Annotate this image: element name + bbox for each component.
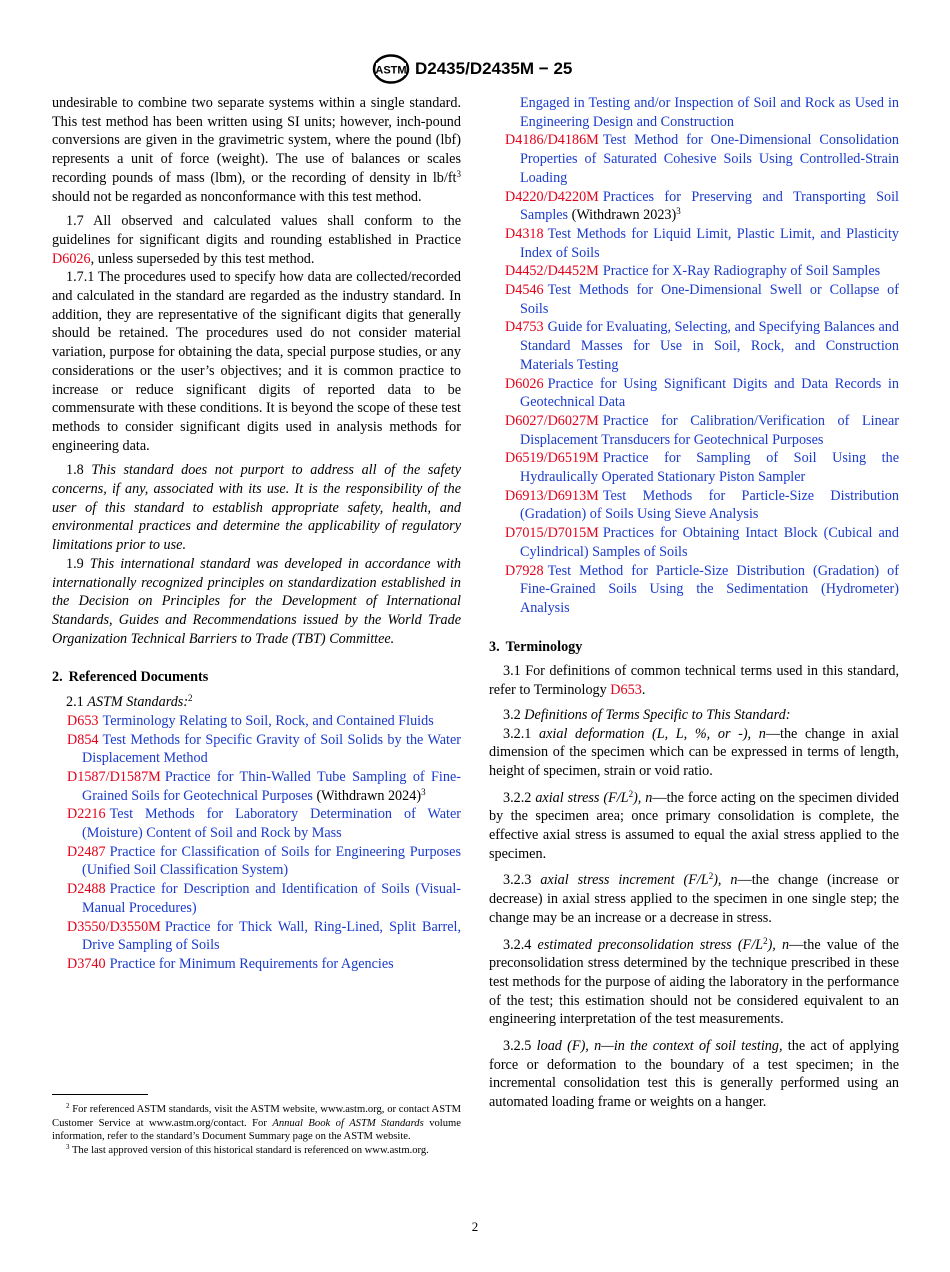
section-3-2-5: 3.2.5 load (F), n—in the context of soil testing, the act of applying force or deformation to the boundary of a test specimen; in the incremental consolidation test this is generally performed using an automated loading frame or weights on a hanger.	[489, 1038, 899, 1111]
reference-item[interactable]: D854 Test Methods for Specific Gravity of Soil Solids by the Water Displacement Method	[67, 731, 461, 767]
reference-item[interactable]: D4220/D4220M Practices for Preserving and Transporting Soil Samples (Withdrawn 2023)$^3$	[505, 188, 899, 224]
reference-item[interactable]: D2487 Practice for Classification of Soils for Engineering Purposes (Unified Soil Classification System)	[67, 843, 461, 879]
link-d6026[interactable]: D6026	[52, 250, 91, 267]
footnote-divider	[52, 1094, 148, 1095]
reference-item[interactable]: D2216 Test Methods for Laboratory Determination of Water (Moisture) Content of Soil and Rock by Mass	[67, 806, 461, 842]
reference-item[interactable]: D6026 Practice for Using Significant Digits and Data Records in Geotechnical Data	[505, 375, 899, 411]
section-1-7-1: 1.7.1 The procedures used to specify how data are collected/recorded and calculated in the standard are regarded as the industry standard. In addition, they are representative of the significant digits that generally should be retained. The procedures used do not consider material variation, purpose for obtaining the data, special purpose studies, or any considerations or the user’s objectives; and it is common practice to increase or reduce significant digits of reported data to be commensurate with these conditions. It is beyond the scope of these test methods to consider significant digits used in analysis methods for engineering data.	[52, 269, 461, 454]
right-column	[489, 94, 899, 1112]
footnote-2: $^2$ For referenced ASTM standards, visit the ASTM website, www.astm.org, or contact ASTM Customer Service at www.astm.org/contact. For Annual Book of ASTM Standards volume information, refer to the standard’s Document Summary page on the ASTM website.	[52, 1102, 461, 1143]
reference-item[interactable]: D1587/D1587M Practice for Thin-Walled Tube Sampling of Fine-Grained Soils for Geotechnical Purposes (Withdrawn 2024)$^3$	[67, 768, 461, 804]
astm-logo-icon	[372, 54, 410, 84]
section-3-2-1: 3.2.1 axial deformation (L, L, %, or -), n—the change in axial dimension of the specimen which can be expressed in terms of length, height of specimen, strain or void ratio.	[489, 725, 899, 779]
reference-item[interactable]: D3740 Practice for Minimum Requirements for Agencies	[67, 955, 394, 972]
reference-item[interactable]: D4452/D4452M Practice for X-Ray Radiography of Soil Samples	[505, 263, 881, 280]
reference-continuation[interactable]: Engaged in Testing and/or Inspection of Soil and Rock as Used in Engineering Design and Construction	[520, 95, 899, 130]
reference-item[interactable]: D6027/D6027M Practice for Calibration/Verification of Linear Displacement Transducers for Geotechnical Purposes	[505, 412, 899, 448]
reference-list-left	[52, 712, 461, 974]
section-3-2: 3.2 Definitions of Terms Specific to This Standard:	[503, 706, 791, 723]
link-d653[interactable]: D653	[610, 682, 642, 699]
document-code: D2435/D2435M − 25	[415, 59, 573, 78]
reference-item[interactable]: D653 Terminology Relating to Soil, Rock, and Contained Fluids	[67, 712, 434, 729]
reference-item[interactable]: D4318 Test Methods for Liquid Limit, Plastic Limit, and Plasticity Index of Soils	[505, 225, 899, 261]
section-3-1: 3.1 For definitions of common technical terms used in this standard, refer to Terminology D653.	[489, 663, 899, 699]
section-1-8: 1.8 This standard does not purport to address all of the safety concerns, if any, associated with its use. It is the responsibility of the user of this standard to establish appropriate safety, health, and environmental practices and determine the applicability of regulatory limitations prior to use.	[52, 462, 461, 554]
left-column	[52, 94, 461, 974]
section-1-9: 1.9 This international standard was developed in accordance with internationally recognized principles on standardization established in the Decision on Principles for the Development of International Standards, Guides and Recommendations issued by the World Trade Organization Technical Barriers to Trade (TBT) Committee.	[52, 555, 461, 647]
section-2-1: 2.1 ASTM Standards:$^2$	[66, 693, 193, 711]
section-3-2-2: 3.2.2 axial stress $(F/L^2)$, n—the force acting on the specimen divided by the specimen area; once primary consolidation is complete, the effective axial stress is assumed to equal the axial stress applied to the specimen.	[489, 788, 899, 862]
reference-item[interactable]: D4186/D4186M Test Method for One-Dimensional Consolidation Properties of Saturated Cohesive Soils Using Controlled-Strain Loading	[505, 132, 899, 186]
reference-item[interactable]: D6519/D6519M Practice for Sampling of Soil Using the Hydraulically Operated Stationary Piston Sampler	[505, 450, 899, 486]
footnote-3: $^3$ The last approved version of this historical standard is referenced on www.astm.org.	[66, 1142, 429, 1156]
astm-logo-text: ASTM	[375, 64, 407, 77]
reference-list-right	[489, 94, 899, 618]
section-3-heading: 3. Terminology	[489, 638, 583, 655]
reference-item[interactable]: D6913/D6913M Test Methods for Particle-Size Distribution (Gradation) of Soils Using Sieve Analysis	[505, 487, 899, 523]
footnotes	[52, 1103, 461, 1157]
section-1-7: 1.7 All observed and calculated values shall conform to the guidelines for significant digits and rounding established in Practice D6026, unless superseded by this test method.	[52, 213, 461, 267]
scope-continuation: undesirable to combine two separate systems within a single standard. This test method has been written using SI units; however, inch-pound conversions are given in the gravimetric system, where the pound (lbf) represents a unit of force (weight). The use of balances or scales recording pounds of mass (lbm), or the recording of density in $lb/ft^3$ should not be regarded as nonconformance with this test method.	[52, 95, 461, 205]
reference-item[interactable]: D4546 Test Methods for One-Dimensional Swell or Collapse of Soils	[505, 282, 899, 317]
reference-item[interactable]: D2488 Practice for Description and Identification of Soils (Visual-Manual Procedures)	[67, 881, 461, 916]
reference-item[interactable]: D7015/D7015M Practices for Obtaining Intact Block (Cubical and Cylindrical) Samples of Soils	[505, 525, 899, 560]
section-3-2-4: 3.2.4 estimated preconsolidation stress $(F/L^2)$, n—the value of the preconsolidation stress determined by the technique prescribed in these test methods for the purpose of aiding the laboratory in the performance of the test; this estimation should not be considered equivalent to an engineering interpretation of the test measurements.	[489, 935, 899, 1028]
section-3-2-3: 3.2.3 axial stress increment $(F/L^2)$, n—the change (increase or decrease) in axial stress applied to the specimen in one single step; the change may be an increase or a decrease in stress.	[489, 871, 899, 926]
reference-item[interactable]: D4753 Guide for Evaluating, Selecting, and Specifying Balances and Standard Masses for Use in Soil, Rock, and Construction Materials Testing	[505, 319, 899, 373]
reference-item[interactable]: D3550/D3550M Practice for Thick Wall, Ring-Lined, Split Barrel, Drive Sampling of Soils	[67, 918, 461, 954]
section-2-heading: 2. Referenced Documents	[52, 669, 209, 686]
page-number: 2	[471, 1219, 479, 1234]
reference-item[interactable]: D7928 Test Method for Particle-Size Distribution (Gradation) of Fine-Grained Soils Using the Sedimentation (Hydrometer) Analysis	[505, 562, 899, 616]
page-header	[0, 54, 950, 84]
